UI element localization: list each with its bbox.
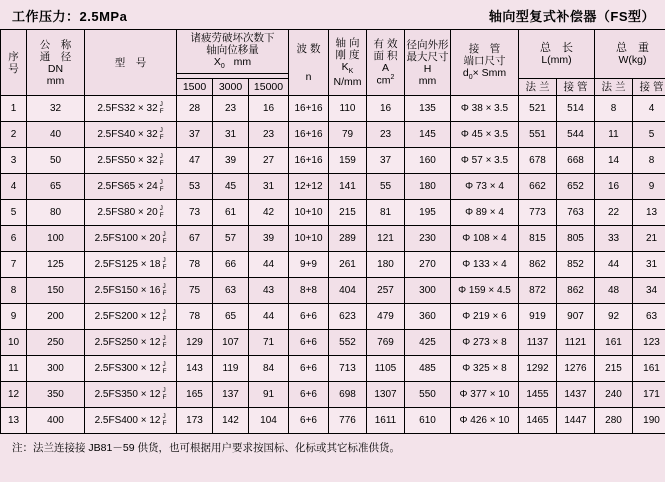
fatigue-symbol-sub: 0: [220, 63, 225, 71]
table-row: [1, 122, 665, 148]
row-pipe-size: Φ 159 × 4.5: [451, 278, 519, 304]
row-weight-flange: 8: [595, 96, 633, 122]
row-weight-pipe: 171: [633, 382, 665, 408]
row-weight-pipe: 9: [633, 174, 665, 200]
header-row-1: [1, 30, 665, 74]
row-stiffness: 623: [329, 304, 367, 330]
row-seq: 7: [1, 252, 27, 278]
col-length-flange: 法 兰: [519, 79, 557, 96]
row-x3000: 61: [213, 200, 249, 226]
row-area: 1307: [367, 382, 405, 408]
row-x1500: 53: [177, 174, 213, 200]
col-seq: 序 号: [1, 30, 27, 96]
col-total-length: 总 长 L(mm): [519, 30, 595, 79]
row-x3000: 137: [213, 382, 249, 408]
row-length-pipe: 852: [557, 252, 595, 278]
row-radial-max: 195: [405, 200, 451, 226]
row-radial-max: 300: [405, 278, 451, 304]
row-weight-flange: 92: [595, 304, 633, 330]
col-area: 有 效 面 积 A $cm^2$: [367, 30, 405, 96]
row-x3000: 63: [213, 278, 249, 304]
row-weight-pipe: 31: [633, 252, 665, 278]
row-area: 257: [367, 278, 405, 304]
col-length-pipe: 接 管: [557, 79, 595, 96]
row-seq: 1: [1, 96, 27, 122]
row-weight-pipe: 8: [633, 148, 665, 174]
col-fatigue-15000: 15000: [249, 79, 289, 96]
row-dn: 32: [27, 96, 85, 122]
row-length-pipe: 668: [557, 148, 595, 174]
row-x3000: 31: [213, 122, 249, 148]
row-wave-count: 16+16: [289, 122, 329, 148]
row-pipe-size: Φ 38 × 3.5: [451, 96, 519, 122]
row-x15000: 43: [249, 278, 289, 304]
row-weight-flange: 16: [595, 174, 633, 200]
row-x3000: 45: [213, 174, 249, 200]
row-pipe-size: Φ 45 × 3.5: [451, 122, 519, 148]
fatigue-symbol: X: [213, 56, 221, 69]
row-dn: 80: [27, 200, 85, 226]
row-area: 55: [367, 174, 405, 200]
row-model: 2.5FS150 × 16 J F: [85, 278, 177, 304]
row-weight-flange: 11: [595, 122, 633, 148]
row-weight-pipe: 63: [633, 304, 665, 330]
row-x15000: 27: [249, 148, 289, 174]
table-row: [1, 304, 665, 330]
row-x3000: 23: [213, 96, 249, 122]
row-length-flange: 815: [519, 226, 557, 252]
table-row: [1, 330, 665, 356]
row-length-pipe: 1276: [557, 356, 595, 382]
row-pipe-size: Φ 57 × 3.5: [451, 148, 519, 174]
row-x3000: 39: [213, 148, 249, 174]
row-length-pipe: 1447: [557, 408, 595, 434]
row-x15000: 44: [249, 304, 289, 330]
row-weight-flange: 240: [595, 382, 633, 408]
col-weight-flange: 法 兰: [595, 79, 633, 96]
row-x3000: 57: [213, 226, 249, 252]
row-radial-max: 550: [405, 382, 451, 408]
row-dn: 150: [27, 278, 85, 304]
col-weight-pipe: 接 管: [633, 79, 665, 96]
row-length-pipe: 1121: [557, 330, 595, 356]
row-model: 2.5FS300 × 12 J F: [85, 356, 177, 382]
row-area: 1611: [367, 408, 405, 434]
row-x15000: 104: [249, 408, 289, 434]
row-x1500: 73: [177, 200, 213, 226]
row-x3000: 142: [213, 408, 249, 434]
row-wave-count: 8+8: [289, 278, 329, 304]
row-radial-max: 270: [405, 252, 451, 278]
row-x15000: 84: [249, 356, 289, 382]
row-x1500: 78: [177, 304, 213, 330]
row-pipe-size: Φ 219 × 6: [451, 304, 519, 330]
row-pipe-size: Φ 325 × 8: [451, 356, 519, 382]
row-stiffness: 141: [329, 174, 367, 200]
row-model: 2.5FS32 × 32 J F: [85, 96, 177, 122]
row-x1500: 67: [177, 226, 213, 252]
row-seq: 2: [1, 122, 27, 148]
row-length-flange: 551: [519, 122, 557, 148]
row-length-pipe: 1437: [557, 382, 595, 408]
document-header: [0, 0, 665, 29]
row-wave-count: 16+16: [289, 96, 329, 122]
row-x1500: 165: [177, 382, 213, 408]
row-area: 121: [367, 226, 405, 252]
row-length-flange: 1455: [519, 382, 557, 408]
fatigue-unit: mm: [233, 56, 252, 69]
row-model: 2.5FS200 × 12 J F: [85, 304, 177, 330]
row-radial-max: 160: [405, 148, 451, 174]
row-area: 180: [367, 252, 405, 278]
row-x15000: 39: [249, 226, 289, 252]
row-stiffness: 404: [329, 278, 367, 304]
row-wave-count: 6+6: [289, 304, 329, 330]
row-pipe-size: Φ 108 × 4: [451, 226, 519, 252]
row-x1500: 143: [177, 356, 213, 382]
row-stiffness: 215: [329, 200, 367, 226]
row-stiffness: 552: [329, 330, 367, 356]
row-stiffness: 159: [329, 148, 367, 174]
col-fatigue-1500: 1500: [177, 79, 213, 96]
row-x3000: 66: [213, 252, 249, 278]
row-model: 2.5FS40 × 32 J F: [85, 122, 177, 148]
spec-table: [0, 29, 665, 434]
row-model: 2.5FS400 × 12 J F: [85, 408, 177, 434]
row-radial-max: 610: [405, 408, 451, 434]
row-wave-count: 12+12: [289, 174, 329, 200]
row-seq: 11: [1, 356, 27, 382]
row-x1500: 78: [177, 252, 213, 278]
row-stiffness: 110: [329, 96, 367, 122]
row-wave-count: 6+6: [289, 382, 329, 408]
row-x15000: 91: [249, 382, 289, 408]
row-length-pipe: 805: [557, 226, 595, 252]
row-model: 2.5FS350 × 12 J F: [85, 382, 177, 408]
row-x1500: 129: [177, 330, 213, 356]
col-stiffness: 轴 向 刚 度 $K_K$ N/mm: [329, 30, 367, 96]
row-x15000: 44: [249, 252, 289, 278]
row-stiffness: 79: [329, 122, 367, 148]
row-length-flange: 1137: [519, 330, 557, 356]
row-wave-count: 16+16: [289, 148, 329, 174]
row-wave-count: 6+6: [289, 356, 329, 382]
row-weight-flange: 215: [595, 356, 633, 382]
row-wave-count: 6+6: [289, 330, 329, 356]
col-dn: 公 称 通 径 DN mm: [27, 30, 85, 96]
table-row: [1, 408, 665, 434]
row-x15000: 16: [249, 96, 289, 122]
table-row: [1, 226, 665, 252]
row-model: 2.5FS125 × 18 J F: [85, 252, 177, 278]
row-stiffness: 698: [329, 382, 367, 408]
row-x1500: 75: [177, 278, 213, 304]
col-pipe-size: 接 管 端口尺寸 $d_0\times$ Smm: [451, 30, 519, 96]
row-stiffness: 289: [329, 226, 367, 252]
row-radial-max: 360: [405, 304, 451, 330]
row-weight-pipe: 21: [633, 226, 665, 252]
row-model: 2.5FS250 × 12 J F: [85, 330, 177, 356]
row-model: 2.5FS100 × 20 J F: [85, 226, 177, 252]
table-row: [1, 356, 665, 382]
row-dn: 100: [27, 226, 85, 252]
row-weight-pipe: 5: [633, 122, 665, 148]
row-length-pipe: 907: [557, 304, 595, 330]
col-fatigue-3000: 3000: [213, 79, 249, 96]
row-wave-count: 10+10: [289, 200, 329, 226]
row-wave-count: 6+6: [289, 408, 329, 434]
row-length-flange: 662: [519, 174, 557, 200]
row-weight-flange: 14: [595, 148, 633, 174]
row-area: 81: [367, 200, 405, 226]
row-x1500: 173: [177, 408, 213, 434]
row-seq: 4: [1, 174, 27, 200]
row-dn: 40: [27, 122, 85, 148]
row-length-pipe: 652: [557, 174, 595, 200]
row-weight-flange: 44: [595, 252, 633, 278]
table-row: [1, 148, 665, 174]
row-wave-count: 9+9: [289, 252, 329, 278]
row-radial-max: 135: [405, 96, 451, 122]
row-x3000: 65: [213, 304, 249, 330]
table-row: [1, 382, 665, 408]
row-pipe-size: Φ 73 × 4: [451, 174, 519, 200]
row-dn: 300: [27, 356, 85, 382]
row-area: 23: [367, 122, 405, 148]
row-dn: 250: [27, 330, 85, 356]
row-dn: 50: [27, 148, 85, 174]
row-x15000: 71: [249, 330, 289, 356]
row-model: 2.5FS80 × 20 J F: [85, 200, 177, 226]
row-seq: 8: [1, 278, 27, 304]
row-pipe-size: Φ 377 × 10: [451, 382, 519, 408]
table-row: [1, 96, 665, 122]
row-weight-pipe: 190: [633, 408, 665, 434]
row-length-pipe: 514: [557, 96, 595, 122]
row-length-flange: 1465: [519, 408, 557, 434]
row-stiffness: 261: [329, 252, 367, 278]
table-row: [1, 252, 665, 278]
row-pipe-size: Φ 133 × 4: [451, 252, 519, 278]
row-x1500: 28: [177, 96, 213, 122]
row-length-flange: 919: [519, 304, 557, 330]
row-radial-max: 485: [405, 356, 451, 382]
row-length-pipe: 544: [557, 122, 595, 148]
row-wave-count: 10+10: [289, 226, 329, 252]
row-dn: 65: [27, 174, 85, 200]
row-pipe-size: Φ 426 × 10: [451, 408, 519, 434]
row-seq: 10: [1, 330, 27, 356]
row-weight-flange: 161: [595, 330, 633, 356]
row-seq: 3: [1, 148, 27, 174]
row-x1500: 47: [177, 148, 213, 174]
row-radial-max: 230: [405, 226, 451, 252]
row-weight-pipe: 4: [633, 96, 665, 122]
row-stiffness: 713: [329, 356, 367, 382]
row-model: 2.5FS65 × 24 J F: [85, 174, 177, 200]
row-seq: 9: [1, 304, 27, 330]
row-dn: 200: [27, 304, 85, 330]
row-seq: 5: [1, 200, 27, 226]
row-dn: 400: [27, 408, 85, 434]
row-seq: 6: [1, 226, 27, 252]
row-x15000: 23: [249, 122, 289, 148]
row-pipe-size: Φ 273 × 8: [451, 330, 519, 356]
row-x15000: 42: [249, 200, 289, 226]
table-footnote: 注：法兰连接接 JB81－59 供货，也可根据用户要求按国标、化标或其它标准供货。: [12, 442, 400, 455]
row-length-flange: 521: [519, 96, 557, 122]
col-total-weight: 总 重 W(kg): [595, 30, 665, 79]
row-pipe-size: Φ 89 × 4: [451, 200, 519, 226]
row-length-flange: 862: [519, 252, 557, 278]
row-radial-max: 145: [405, 122, 451, 148]
table-row: [1, 200, 665, 226]
row-x3000: 119: [213, 356, 249, 382]
row-stiffness: 776: [329, 408, 367, 434]
table-header: [1, 30, 665, 96]
row-length-pipe: 763: [557, 200, 595, 226]
row-length-flange: 1292: [519, 356, 557, 382]
row-weight-flange: 48: [595, 278, 633, 304]
row-dn: 125: [27, 252, 85, 278]
row-weight-flange: 280: [595, 408, 633, 434]
row-length-pipe: 862: [557, 278, 595, 304]
row-weight-pipe: 34: [633, 278, 665, 304]
row-weight-pipe: 13: [633, 200, 665, 226]
row-x3000: 107: [213, 330, 249, 356]
row-length-flange: 773: [519, 200, 557, 226]
row-area: 479: [367, 304, 405, 330]
row-dn: 350: [27, 382, 85, 408]
col-fatigue-group: 诸疲劳破坏次数下 轴向位移量 $X_0$ mm: [177, 30, 289, 74]
row-x15000: 31: [249, 174, 289, 200]
row-length-flange: 678: [519, 148, 557, 174]
col-wave-count: 波 数 n: [289, 30, 329, 96]
table-body: [1, 96, 665, 434]
row-weight-flange: 22: [595, 200, 633, 226]
row-area: 16: [367, 96, 405, 122]
row-model: 2.5FS50 × 32 J F: [85, 148, 177, 174]
row-length-flange: 872: [519, 278, 557, 304]
table-row: [1, 278, 665, 304]
row-radial-max: 425: [405, 330, 451, 356]
col-model: 型 号: [85, 30, 177, 96]
row-radial-max: 180: [405, 174, 451, 200]
col-radial-max: 径向外形 最大尺寸 H mm: [405, 30, 451, 96]
table-row: [1, 174, 665, 200]
row-area: 37: [367, 148, 405, 174]
row-weight-flange: 33: [595, 226, 633, 252]
row-area: 1105: [367, 356, 405, 382]
row-weight-pipe: 123: [633, 330, 665, 356]
row-seq: 12: [1, 382, 27, 408]
row-seq: 13: [1, 408, 27, 434]
row-x1500: 37: [177, 122, 213, 148]
row-weight-pipe: 161: [633, 356, 665, 382]
product-type-title: 轴向型复式补偿器（FS型）: [488, 9, 655, 24]
row-area: 769: [367, 330, 405, 356]
working-pressure-title: 工作压力：2.5MPa: [12, 9, 128, 24]
